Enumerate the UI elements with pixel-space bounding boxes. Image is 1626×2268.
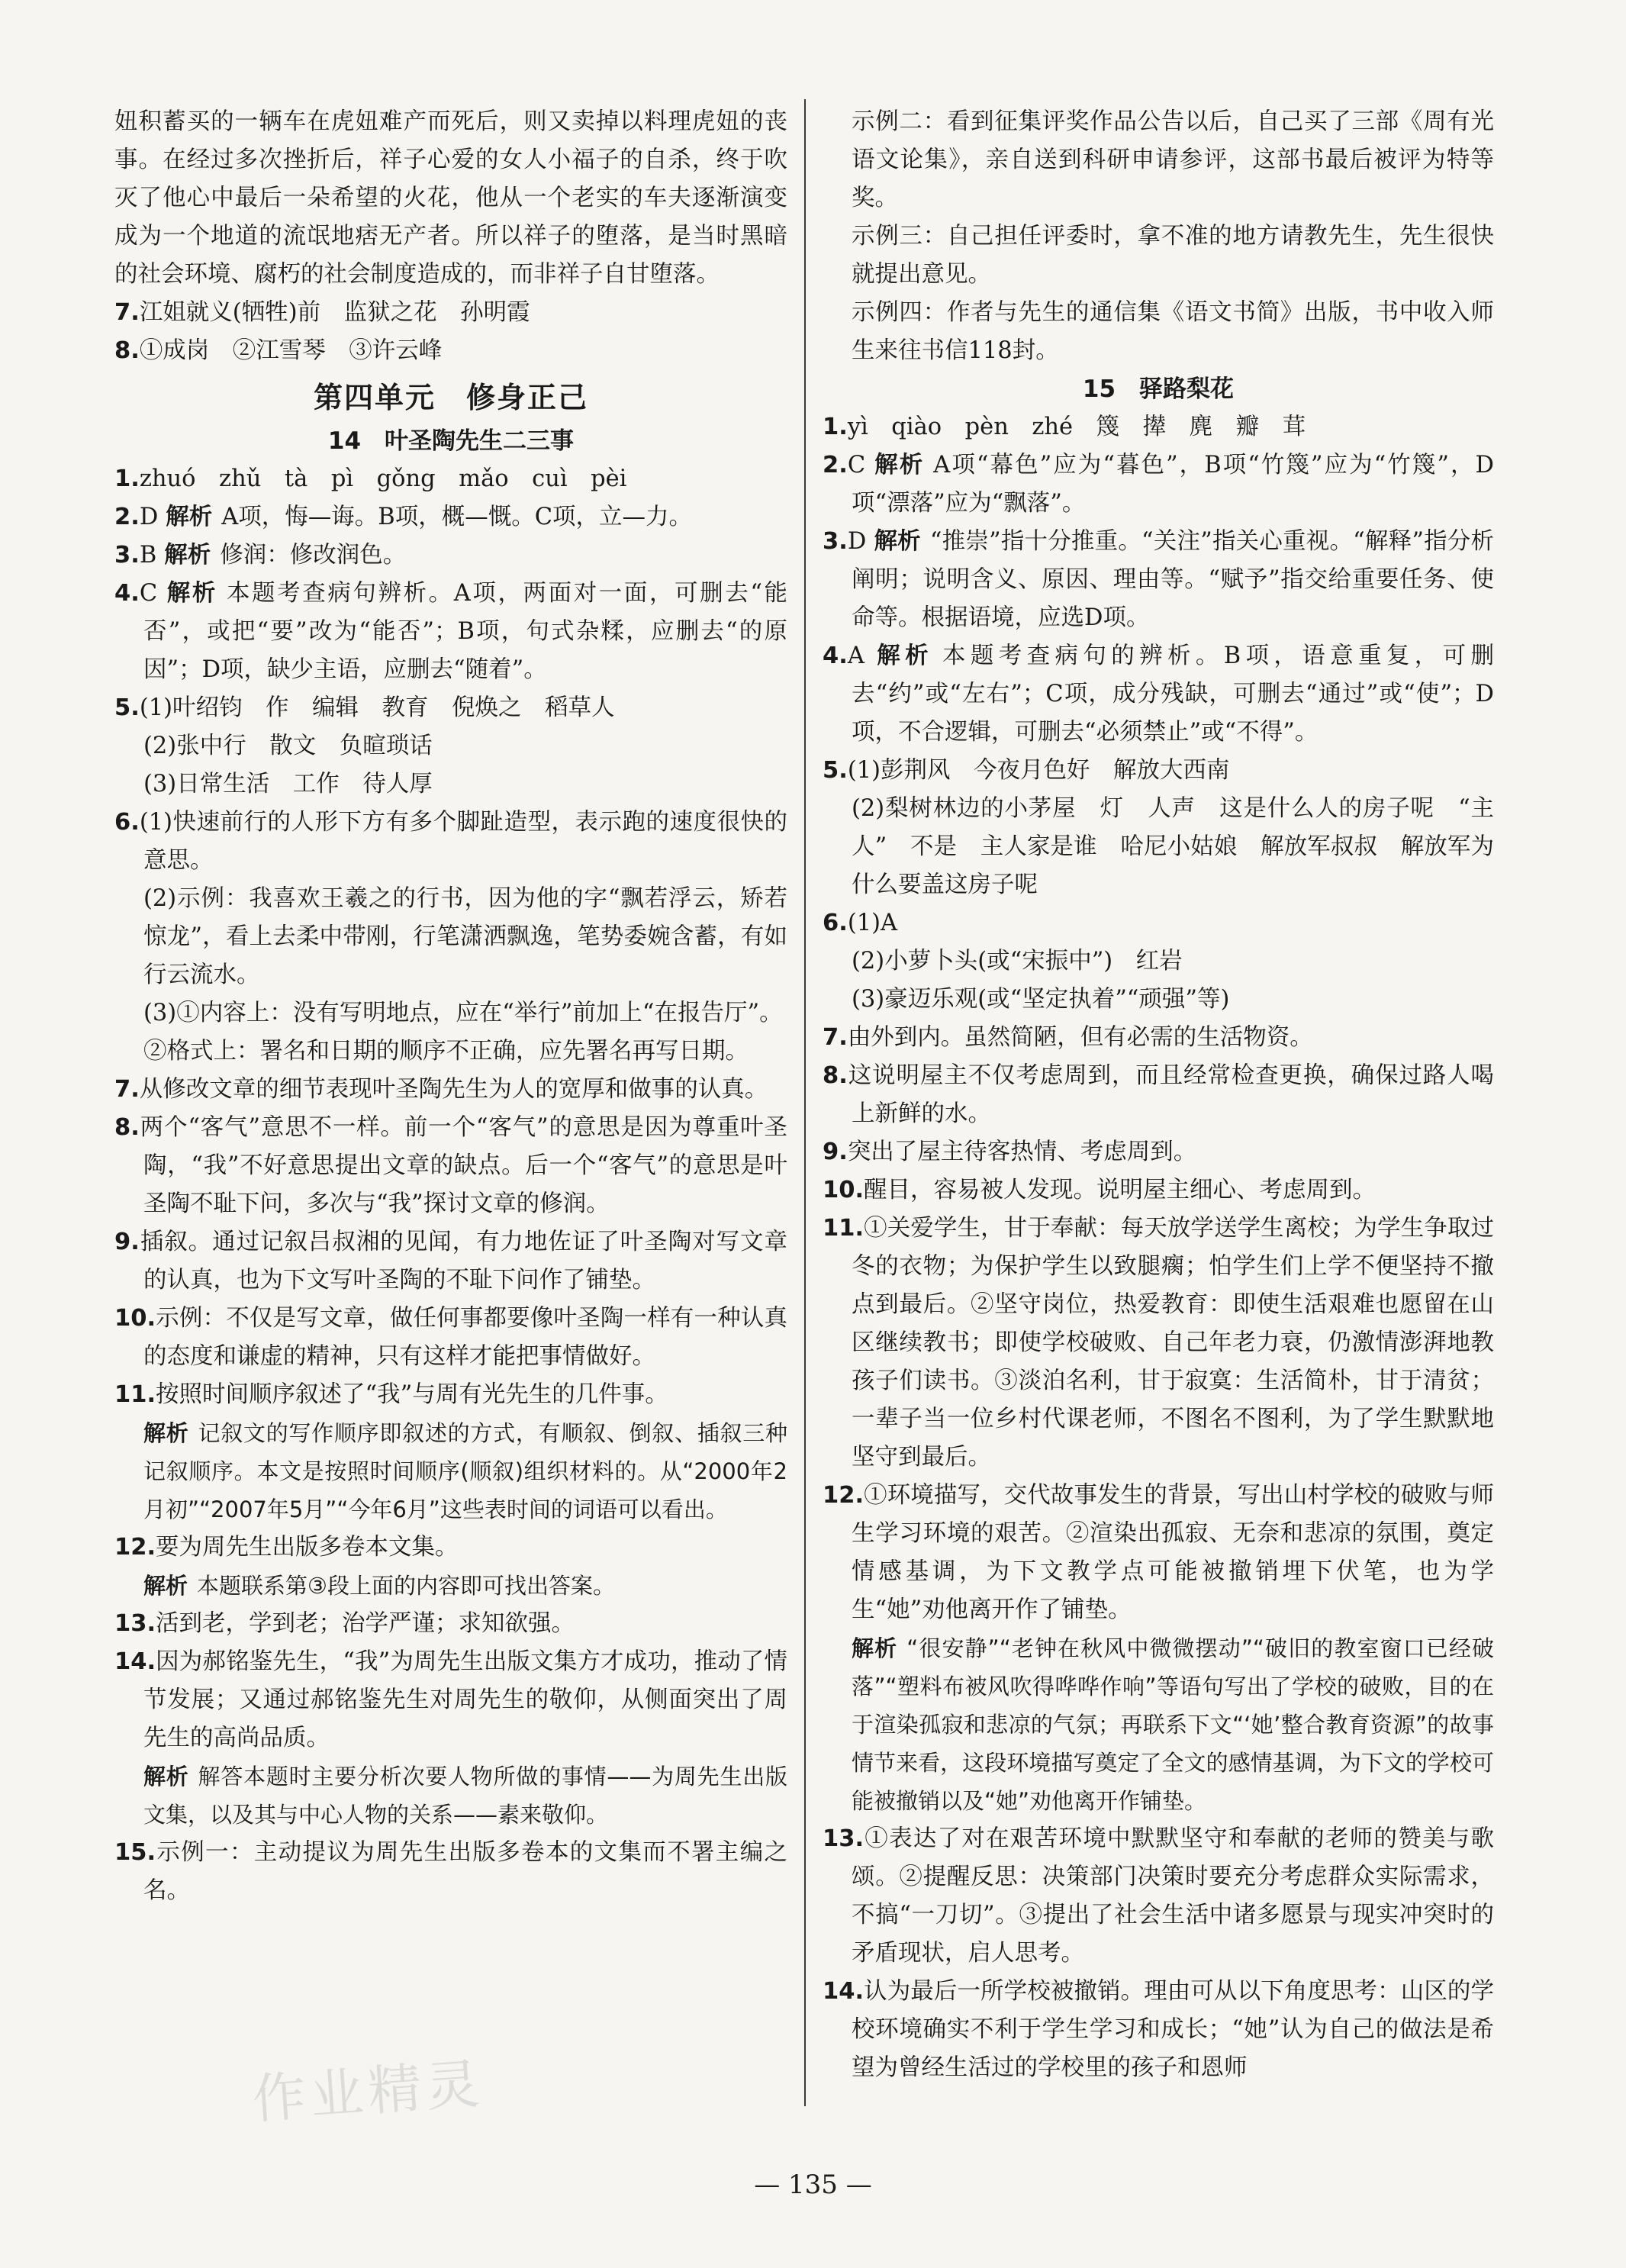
answer-subitem: ②格式上：署名和日期的顺序不正确，应先署名再写日期。 [143, 1038, 749, 1065]
answer-item: 10.示例：不仅是写文章，做任何事都要像叶圣陶一样有一种认真的态度和谦虚的精神，只有这样才能把事情做好。 [114, 1305, 787, 1370]
answer-item: 2.D 解析 A项，悔—诲。B项，概—慨。C项，立—力。 [114, 504, 693, 530]
answer-item: 2.C 解析 A项“幕色”应为“暮色”，B项“竹篾”应为“竹篾”，D项“漂落”应为“飘落”。 [823, 452, 1494, 517]
answer-subitem: (2)示例：我喜欢王羲之的行书，因为他的字“飘若浮云，矫若惊龙”，看上去柔中带刚，行笔潇洒飘逸，笔势委婉含蓄，有如行云流水。 [143, 885, 787, 988]
answer-item: 5.(1)彭荆风 今夜月色好 解放大西南 [823, 757, 1230, 784]
watermark: 作业精灵 [250, 2052, 486, 2131]
unit-title: 第四单元 修身正己 [313, 381, 588, 414]
answer-item: 15.示例一：主动提议为周先生出版多卷本的文集而不署主编之名。 [114, 1839, 787, 1904]
example-paragraph: 示例三：自己担任评委时，拿不准的地方请教先生，先生很快就提出意见。 [852, 223, 1494, 288]
answer-item: 7.由外到内。虽然简陋，但有必需的生活物资。 [823, 1024, 1313, 1051]
answer-item: 10.醒目，容易被人发现。说明屋主细心、考虑周到。 [823, 1177, 1376, 1203]
answer-item: 9.突出了屋主待客热情、考虑周到。 [823, 1139, 1197, 1165]
answer-item: 9.插叙。通过记叙吕叔湘的见闻，有力地佐证了叶圣陶对写文章的认真，也为下文写叶圣陶的不耻下问作了铺垫。 [114, 1229, 787, 1293]
answer-subitem: (2)小萝卜头(或“宋振中”) 红岩 [852, 948, 1183, 975]
answer-item: 4.C 解析 本题考查病句辨析。A项，两面对一面，可删去“能否”，或把“要”改为“能否”；B项，句式杂糅，应删去“的原因”；D项，缺少主语，应删去“随着”。 [114, 580, 788, 683]
left-column [114, 103, 787, 1910]
answer-item: 11.①关爱学生，甘于奉献：每天放学送学生离校；为学生争取过冬的衣物；为保护学生以致腿瘸；怕学生们上学不便坚持不撤点到最后。②坚守岗位，热爱教育：即使生活艰难也愿留在山区继续教书；即使学校破败、自己年老力衰，仍激情澎湃地教孩子们读书。③淡泊名利，甘于寂寞：生活简朴，甘于清贫；一辈子当一位乡村代课老师，不图名不图利，为了学生默默地坚守到最后。 [823, 1215, 1494, 1471]
answer-item: 12.①环境描写，交代故事发生的背景，写出山村学校的破败与师生学习环境的艰苦。②渲染出孤寂、无奈和悲凉的氛围，奠定情感基调，为下文教学点可能被撤销埋下伏笔，也为学生“她”劝他离开作了铺垫。 [823, 1482, 1494, 1623]
answer-item: 8.两个“客气”意思不一样。前一个“客气”的意思是因为尊重叶圣陶，“我”不好意思提出文章的缺点。后一个“客气”的意思是叶圣陶不耻下问，多次与“我”探讨文章的修润。 [114, 1114, 787, 1217]
answer-subitem: (2)张中行 散文 负暄琐话 [143, 733, 433, 759]
answer-item: 1.zhuó zhǔ tà pì gǒng mǎo cuì pèi [114, 466, 627, 492]
answer-item: 3.B 解析 修润：修改润色。 [114, 542, 407, 569]
answer-subitem: (3)①内容上：没有写明地点，应在“举行”前加上“在报告厅”。 [143, 1000, 783, 1026]
lesson-title: 15 驿路梨花 [1082, 375, 1235, 403]
example-paragraph: 示例二：看到征集评奖作品公告以后，自己买了三部《周有光语文论集》，亲自送到科研申请参评，这部书最后被评为特等奖。 [852, 108, 1494, 211]
answer-item: 7.从修改文章的细节表现叶圣陶先生为人的宽厚和做事的认真。 [114, 1076, 768, 1103]
answer-item: 12.要为周先生出版多卷本文集。 [114, 1534, 459, 1561]
answer-item: 11.按照时间顺序叙述了“我”与周有光先生的几件事。 [114, 1381, 668, 1408]
answer-item: 8.①成岗 ②江雪琴 ③许云峰 [114, 337, 443, 364]
example-paragraph: 示例四：作者与先生的通信集《语文书简》出版，书中收入师生来往书信118封。 [852, 299, 1494, 364]
analysis-note: 解析 “很安静”“老钟在秋风中微微摆动”“破旧的教室窗口已经破落”“塑料布被风吹得哗哗作响”等语句写出了学校的破败，目的在于渲染孤寂和悲凉的气氛；再联系下文“‘她’整合教育资源”的故事情节来看，这段环境描写奠定了全文的感情基调，为下文的学校可能被撤销以及“她”劝他离开作铺垫。 [852, 1635, 1494, 1814]
answer-subitem: (3)豪迈乐观(或“坚定执着”“顽强”等) [852, 986, 1230, 1013]
answer-subitem: (3)日常生活 工作 待人厚 [143, 771, 433, 797]
answer-subitem: (2)梨树林边的小茅屋 灯 人声 这是什么人的房子呢 “主人” 不是 主人家是谁 哈尼小姑娘 解放军叔叔 解放军为什么要盖这房子呢 [852, 795, 1494, 898]
analysis-note: 解析 解答本题时主要分析次要人物所做的事情——为周先生出版文集，以及其与中心人物的关系——素来敬仰。 [143, 1764, 787, 1828]
answer-item: 3.D 解析 “推崇”指十分推重。“关注”指关心重视。“解释”指分析阐明；说明含义、原因、理由等。“赋予”指交给重要任务、使命等。根据语境，应选D项。 [823, 528, 1494, 631]
answer-item: 13.活到老，学到老；治学严谨；求知欲强。 [114, 1610, 575, 1637]
analysis-note: 解析 本题联系第③段上面的内容即可找出答案。 [143, 1573, 616, 1599]
answer-item: 5.(1)叶绍钧 作 编辑 教育 倪焕之 稻草人 [114, 694, 615, 721]
answer-item: 4.A 解析 本题考查病句的辨析。B项，语意重复，可删去“约”或“左右”；C项，成分残缺，可删去“通过”或“使”；D项，不合逻辑，可删去“必须禁止”或“不得”。 [823, 643, 1494, 746]
right-column [823, 103, 1494, 2087]
answer-item: 14.因为郝铭鉴先生，“我”为周先生出版文集方才成功，推动了情节发展；又通过郝铭鉴先生对周先生的敬仰，从侧面突出了周先生的高尚品质。 [114, 1648, 787, 1751]
answer-item: 6.(1)快速前行的人形下方有多个脚趾造型，表示跑的速度很快的意思。 [114, 809, 787, 874]
answer-item: 13.①表达了对在艰苦环境中默默坚守和奉献的老师的赞美与歌颂。②提醒反思：决策部门决策时要充分考虑群众实际需求，不搞“一刀切”。③提出了社会生活中诸多愿景与现实冲突时的矛盾现状，启人思考。 [823, 1825, 1494, 1967]
answer-item: 7.江姐就义(牺牲)前 监狱之花 孙明霞 [114, 299, 530, 326]
page-number: — 135 — [754, 2170, 872, 2200]
continuation-paragraph: 妞积蓄买的一辆车在虎妞难产而死后，则又卖掉以料理虎妞的丧事。在经过多次挫折后，祥子心爱的女人小福子的自杀，终于吹灭了他心中最后一朵希望的火花，他从一个老实的车夫逐渐演变成为一个地道的流氓地痞无产者。所以祥子的堕落，是当时黑暗的社会环境、腐朽的社会制度造成的，而非祥子自甘堕落。 [114, 108, 787, 288]
column-divider [804, 99, 806, 2106]
answer-item: 6.(1)A [823, 910, 898, 936]
lesson-title: 14 叶圣陶先生二三事 [327, 427, 575, 455]
answer-item: 8.这说明屋主不仅考虑周到，而且经常检查更换，确保过路人喝上新鲜的水。 [823, 1062, 1494, 1127]
answer-item: 1.yì qiào pèn zhé 篾 撵 麂 瓣 茸 [823, 414, 1306, 440]
analysis-note: 解析 记叙文的写作顺序即叙述的方式，有顺叙、倒叙、插叙三种记叙顺序。本文是按照时间顺序(顺叙)组织材料的。从“2000年2月初”“2007年5月”“今年6月”这些表时间的词语可以看出。 [143, 1420, 787, 1522]
answer-item: 14.认为最后一所学校被撤销。理由可从以下角度思考：山区的学校环境确实不利于学生学习和成长；“她”认为自己的做法是希望为曾经生活过的学校里的孩子和恩师 [823, 1978, 1494, 2081]
